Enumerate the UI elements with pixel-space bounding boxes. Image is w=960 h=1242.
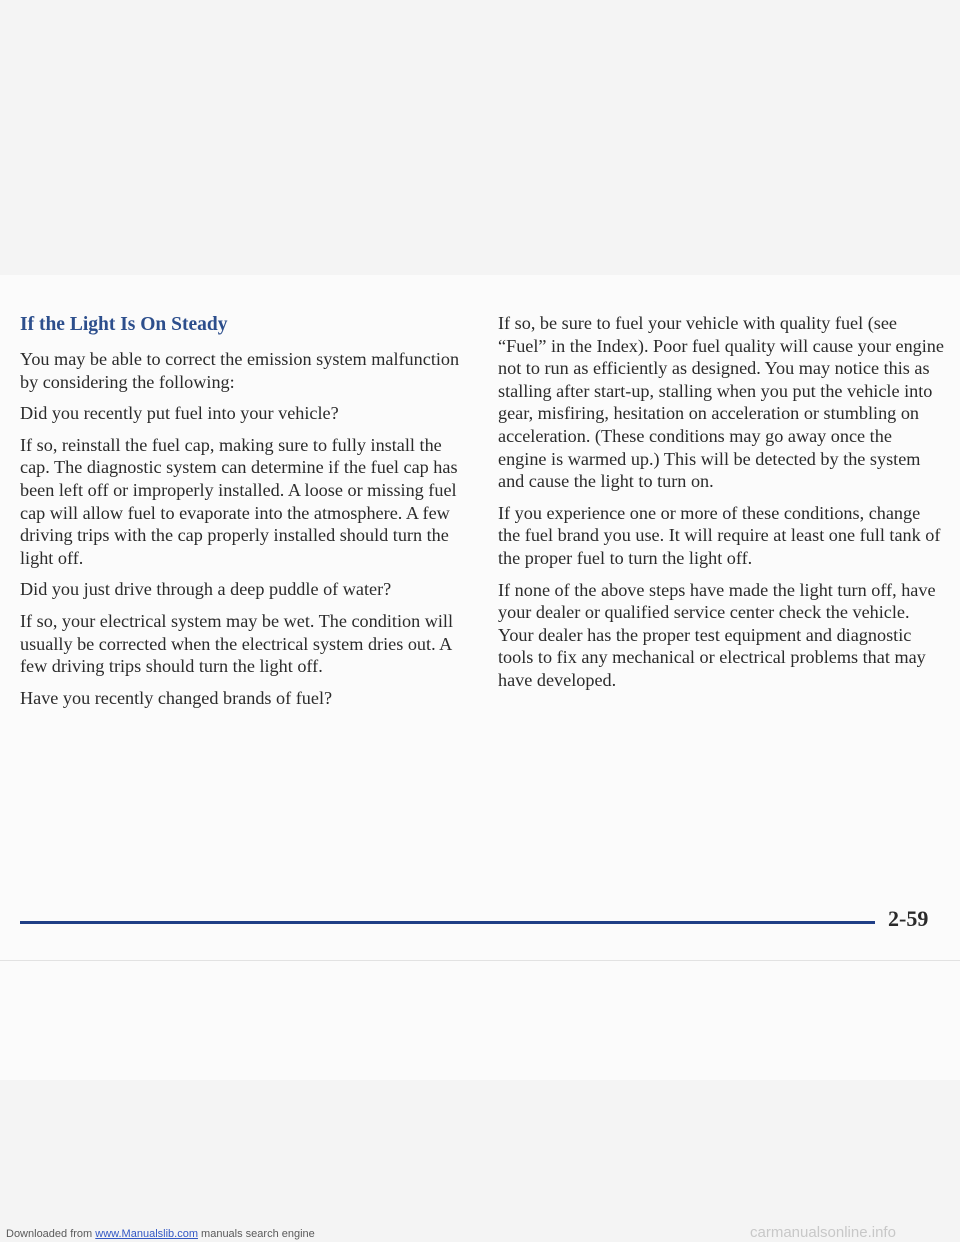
paragraph: Did you recently put fuel into your vehicle? [20, 403, 339, 424]
paragraph: If so, reinstall the fuel cap, making sure to fully install the cap. The diagnostic system can determine if the fuel cap has been left off or improperly installed. A loose or missing fuel cap will allow fuel to evaporate into the atmosphere. A few driving trips with the cap properly installed should turn the light off. [20, 434, 458, 568]
paragraph: If so, your electrical system may be wet. The condition will usually be corrected when the electrical system dries out. A few driving trips should turn the light off. [20, 610, 454, 677]
paragraph: If you experience one or more of these conditions, change the fuel brand you use. It will require at least one full tank of the proper fuel to turn the light off. [498, 502, 941, 568]
page-number: 2-59 [888, 906, 929, 931]
download-watermark [6, 1228, 315, 1240]
right-column [498, 312, 944, 701]
section-heading: If the Light Is On Steady [20, 314, 228, 335]
paragraph: Have you recently changed brands of fuel? [20, 687, 333, 708]
scan-artifact-line [0, 960, 960, 961]
paragraph: If none of the above steps have made the light turn off, have your dealer or qualified service center check the vehicle. Your dealer has the proper test equipment and diagnostic tools to fix any mechanical or electrical problems that may have developed. [498, 579, 936, 690]
footer-rule [20, 921, 875, 924]
left-column [20, 312, 460, 718]
carmanualsonline-watermark: carmanualsonline.info [750, 1224, 896, 1241]
watermark-suffix: manuals search engine [197, 1228, 315, 1240]
paragraph: If so, be sure to fuel your vehicle with quality fuel (see “Fuel” in the Index). Poor fuel quality will cause your engine not to run as efficiently as designed. You may notice this as stalling after start-up, stalling when you put the vehicle into gear, misfiring, hesitation on acceleration or stumbling on acceleration. (These conditions may go away once the engine is warmed up.) This will be detected by the system and cause the light to turn on. [498, 313, 944, 492]
manualslib-link[interactable]: www.Manualslib.com [95, 1228, 198, 1240]
watermark-prefix: Downloaded from [6, 1228, 96, 1240]
bottom-margin-band [0, 1080, 960, 1242]
top-margin-band [0, 0, 960, 275]
paragraph: Did you just drive through a deep puddle of water? [20, 579, 392, 600]
paragraph: You may be able to correct the emission system malfunction by considering the following: [20, 349, 460, 392]
